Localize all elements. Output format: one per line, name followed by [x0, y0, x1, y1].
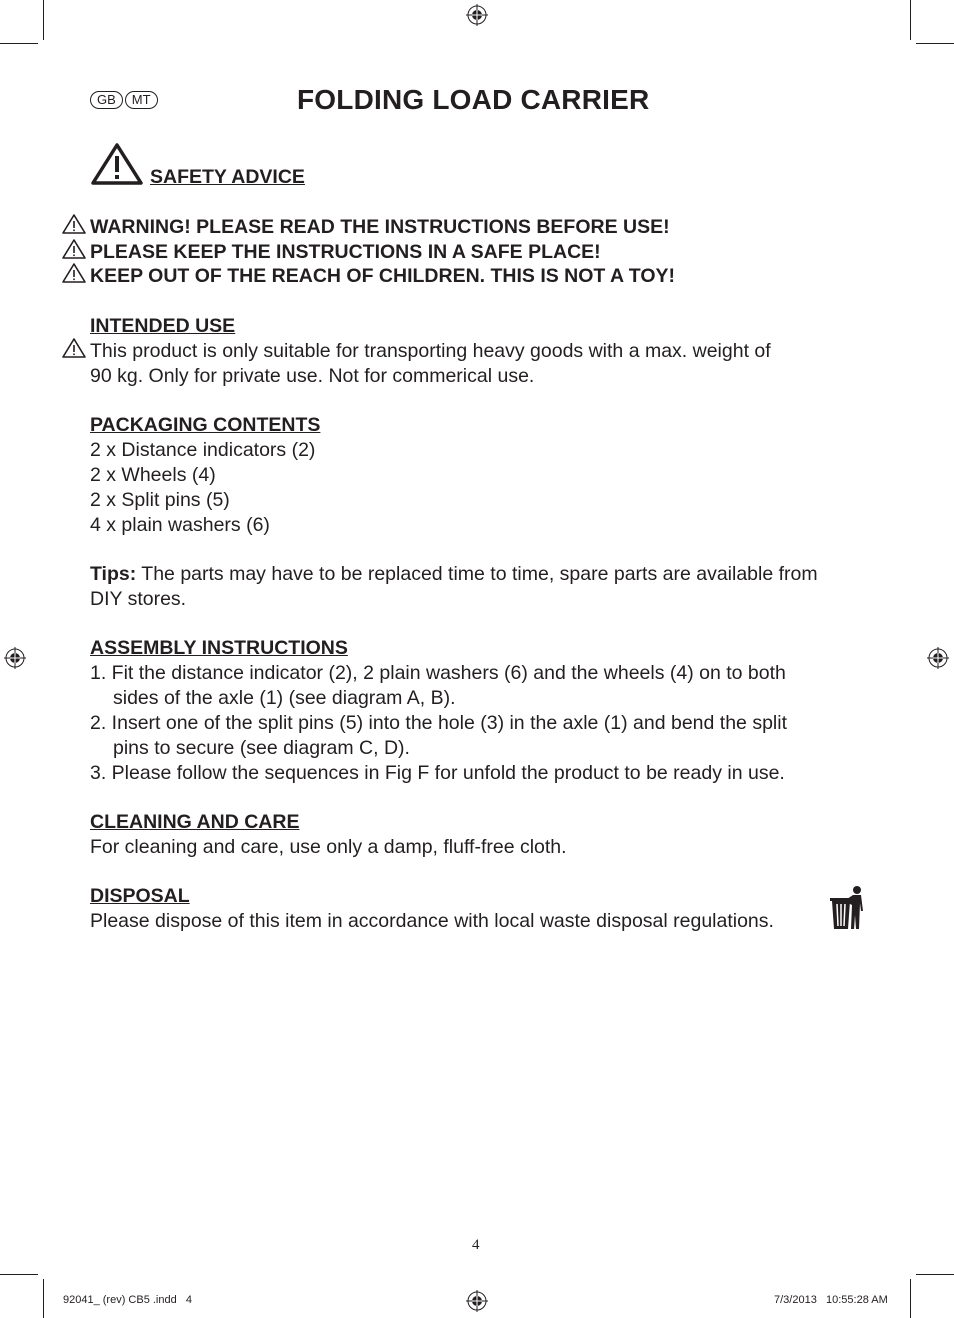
crop-mark	[910, 0, 911, 40]
warning-line: KEEP OUT OF THE REACH OF CHILDREN. THIS IS NOT A TOY!	[90, 265, 676, 287]
warning-line: PLEASE KEEP THE INSTRUCTIONS IN A SAFE PLACE!	[90, 241, 601, 263]
warning-icon	[61, 238, 87, 260]
assembly-step: 1. Fit the distance indicator (2), 2 plain washers (6) and the wheels (4) on to both	[90, 662, 786, 684]
crop-mark	[916, 1274, 954, 1275]
registration-mark-icon	[466, 4, 488, 26]
tips-paragraph	[90, 562, 818, 587]
intended-use-heading: INTENDED USE	[90, 315, 236, 337]
crop-mark	[910, 1279, 911, 1318]
page-title: FOLDING LOAD CARRIER	[297, 84, 650, 115]
assembly-instructions-heading: ASSEMBLY INSTRUCTIONS	[90, 637, 348, 659]
packaging-item: 4 x plain washers (6)	[90, 514, 270, 536]
warning-icon	[61, 262, 87, 284]
assembly-step: 2. Insert one of the split pins (5) into the hole (3) in the axle (1) and bend the split	[90, 712, 787, 734]
warning-icon	[61, 213, 87, 235]
safety-advice-heading: SAFETY ADVICE	[150, 166, 305, 188]
assembly-step-continued: pins to secure (see diagram C, D).	[113, 737, 410, 759]
crop-mark	[0, 1274, 38, 1275]
language-badge-mt: MT	[125, 91, 158, 109]
crop-mark	[916, 43, 954, 44]
packaging-item: 2 x Wheels (4)	[90, 464, 216, 486]
crop-mark	[43, 1279, 44, 1318]
language-badge-gb: GB	[90, 91, 123, 109]
page-number: 4	[472, 1237, 480, 1253]
large-warning-icon	[90, 142, 144, 186]
disposal-heading: DISPOSAL	[90, 885, 190, 907]
intended-use-text: 90 kg. Only for private use. Not for commerical use.	[90, 365, 535, 387]
packaging-item: 2 x Split pins (5)	[90, 489, 230, 511]
tips-text: The parts may have to be replaced time to time, spare parts are available from	[136, 563, 818, 585]
language-badges	[90, 91, 158, 109]
tips-text-continued: DIY stores.	[90, 588, 187, 610]
cleaning-care-text: For cleaning and care, use only a damp, fluff-free cloth.	[90, 836, 567, 858]
crop-mark	[43, 0, 44, 40]
registration-mark-icon	[927, 647, 949, 669]
waste-bin-icon	[830, 885, 866, 931]
packaging-contents-heading: PACKAGING CONTENTS	[90, 414, 321, 436]
cleaning-care-heading: CLEANING AND CARE	[90, 811, 300, 833]
tips-label: Tips:	[90, 563, 137, 585]
footer-file-name: 92041_ (rev) CB5 .indd 4	[63, 1294, 193, 1306]
registration-mark-icon	[466, 1290, 488, 1312]
warning-line: WARNING! PLEASE READ THE INSTRUCTIONS BEFORE USE!	[90, 216, 670, 238]
footer-datetime: 7/3/2013 10:55:28 AM	[774, 1294, 888, 1306]
intended-use-text: This product is only suitable for transporting heavy goods with a max. weight of	[90, 340, 771, 362]
packaging-item: 2 x Distance indicators (2)	[90, 439, 316, 461]
warning-icon	[61, 337, 87, 359]
disposal-text: Please dispose of this item in accordance with local waste disposal regulations.	[90, 910, 774, 932]
registration-mark-icon	[4, 647, 26, 669]
crop-mark	[0, 43, 38, 44]
assembly-step-continued: sides of the axle (1) (see diagram A, B).	[113, 687, 456, 709]
assembly-step: 3. Please follow the sequences in Fig F for unfold the product to be ready in use.	[90, 762, 785, 784]
